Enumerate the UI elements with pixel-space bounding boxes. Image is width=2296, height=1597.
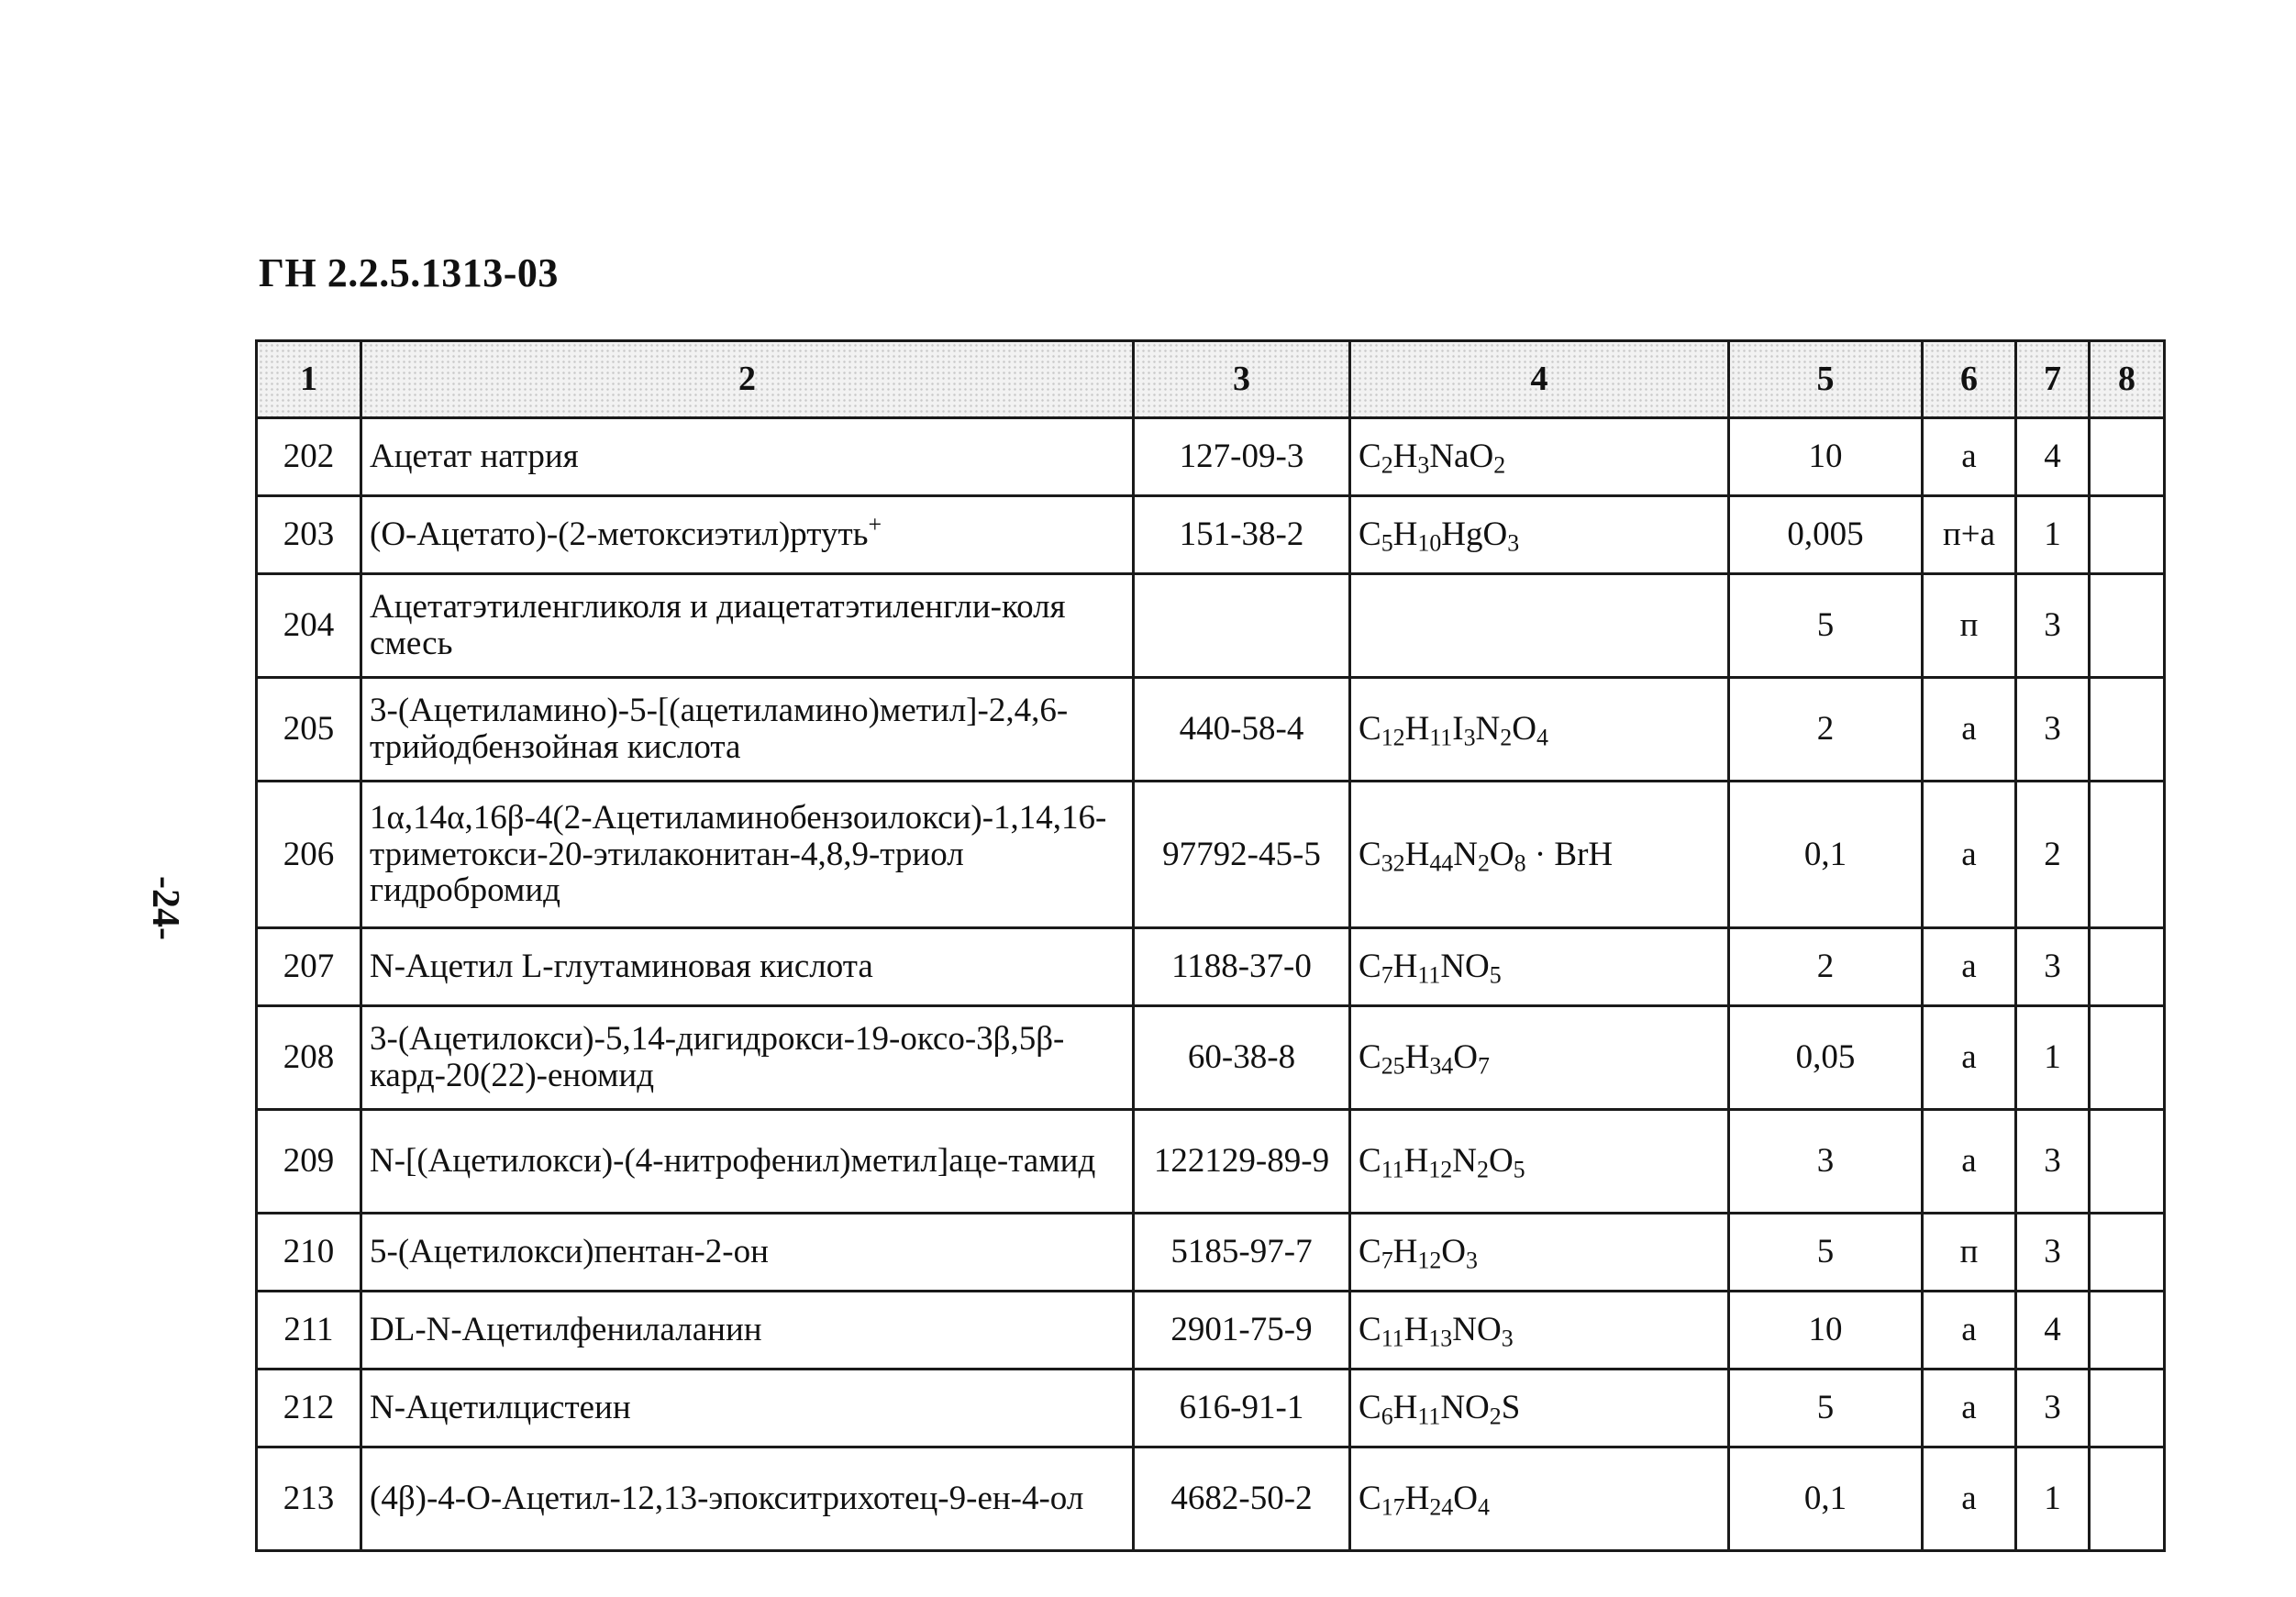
hazard-class: 1	[2016, 1447, 2090, 1551]
formula-part: N	[1453, 835, 1478, 873]
formula-subscript: 4	[1536, 724, 1548, 751]
limit-value: 10	[1729, 1292, 1923, 1370]
limit-value: 0,1	[1729, 782, 1923, 928]
limit-value: 0,005	[1729, 496, 1923, 574]
formula-subscript: 8	[1514, 848, 1526, 876]
hazard-class: 3	[2016, 574, 2090, 678]
formula-subscript: 12	[1417, 1247, 1442, 1274]
chemical-formula	[1350, 678, 1729, 782]
page-number: -24-	[144, 876, 186, 940]
formula-part: N	[1475, 710, 1501, 749]
formula-part: C	[1359, 1311, 1381, 1349]
formula-part: C	[1359, 948, 1381, 986]
formula-part: O	[1488, 1142, 1514, 1181]
table-row	[257, 1214, 2165, 1292]
table-row	[257, 782, 2165, 928]
note-cell	[2090, 1214, 2165, 1292]
formula-subscript: 5	[1513, 1156, 1525, 1183]
formula-subscript: 10	[1417, 529, 1442, 557]
formula-subscript: 11	[1417, 961, 1441, 989]
formula-part: N	[1452, 1142, 1477, 1181]
column-header: 4	[1350, 341, 1729, 418]
aggregate-state: а	[1923, 1370, 2016, 1447]
formula-subscript: 6	[1381, 1403, 1393, 1430]
hazard-class: 3	[2016, 1110, 2090, 1214]
note-cell	[2090, 1447, 2165, 1551]
formula-subscript: 4	[1477, 1493, 1490, 1521]
row-number: 212	[257, 1370, 361, 1447]
formula-subscript: 2	[1500, 724, 1513, 751]
substance-name	[361, 574, 1134, 678]
aggregate-state: п	[1923, 574, 2016, 678]
formula-subscript: 2	[1381, 451, 1393, 479]
chemical-formula	[1350, 1370, 1729, 1447]
cas-number	[1134, 574, 1350, 678]
substance-name-text: 5-(Ацетилокси)пентан-2-он	[370, 1233, 769, 1271]
formula-part: H	[1392, 1389, 1418, 1427]
row-number: 208	[257, 1006, 361, 1110]
note-cell	[2090, 1006, 2165, 1110]
hazard-class: 3	[2016, 678, 2090, 782]
aggregate-state: п	[1923, 1214, 2016, 1292]
row-number: 213	[257, 1447, 361, 1551]
formula-subscript: 11	[1429, 724, 1453, 751]
cas-number: 151-38-2	[1134, 496, 1350, 574]
formula-part: O	[1512, 710, 1536, 749]
name-superscript: +	[868, 510, 882, 538]
formula-part: NO	[1452, 1311, 1502, 1349]
formula-subscript: 3	[1466, 1247, 1478, 1274]
formula-subscript: 34	[1429, 1052, 1454, 1080]
aggregate-state: а	[1923, 1110, 2016, 1214]
formula-subscript: 5	[1489, 961, 1502, 989]
substance-name	[361, 928, 1134, 1006]
note-cell	[2090, 1110, 2165, 1214]
cas-number: 2901-75-9	[1134, 1292, 1350, 1370]
hazard-class: 3	[2016, 1214, 2090, 1292]
column-header: 6	[1923, 341, 2016, 418]
cas-number: 97792-45-5	[1134, 782, 1350, 928]
substance-name	[361, 1292, 1134, 1370]
chemical-formula	[1350, 928, 1729, 1006]
table-row	[257, 1110, 2165, 1214]
formula-part: C	[1359, 1142, 1381, 1181]
formula-subscript: 12	[1381, 724, 1405, 751]
row-number: 204	[257, 574, 361, 678]
chemical-formula	[1350, 1292, 1729, 1370]
note-cell	[2090, 574, 2165, 678]
substance-name	[361, 1370, 1134, 1447]
formula-subscript: 12	[1428, 1156, 1453, 1183]
formula-part: NO	[1440, 948, 1490, 986]
limit-value: 2	[1729, 928, 1923, 1006]
aggregate-state: а	[1923, 1292, 2016, 1370]
formula-subscript: 3	[1501, 1325, 1514, 1352]
hazard-class: 1	[2016, 1006, 2090, 1110]
formula-part: O	[1453, 1480, 1478, 1518]
note-cell	[2090, 928, 2165, 1006]
formula-subscript: 3	[1463, 724, 1476, 751]
formula-subscript: 17	[1381, 1493, 1405, 1521]
row-number: 207	[257, 928, 361, 1006]
note-cell	[2090, 1370, 2165, 1447]
table-header-row	[257, 341, 2165, 418]
substance-name-text: (4β)-4-O-Ацетил-12,13-эпокситрихотец-9-ен-4-ол	[370, 1480, 1084, 1518]
note-cell	[2090, 678, 2165, 782]
hazard-class: 3	[2016, 1370, 2090, 1447]
table-row	[257, 1292, 2165, 1370]
limit-value: 0,05	[1729, 1006, 1923, 1110]
aggregate-state: а	[1923, 928, 2016, 1006]
limit-value: 2	[1729, 678, 1923, 782]
formula-part: O	[1489, 835, 1514, 873]
formula-subscript: 7	[1477, 1052, 1490, 1080]
row-number: 210	[257, 1214, 361, 1292]
formula-part: NaO	[1429, 438, 1494, 476]
formula-subscript: 13	[1428, 1325, 1453, 1352]
formula-subscript: 44	[1429, 848, 1454, 876]
formula-part: H	[1403, 1311, 1429, 1349]
formula-part: C	[1359, 1233, 1381, 1271]
formula-subscript: 2	[1477, 848, 1490, 876]
formula-part: C	[1359, 516, 1381, 554]
substance-name-text: N-[(Ацетилокси)-(4-нитрофенил)метил]аце-тамид	[370, 1142, 1096, 1181]
chemical-formula	[1350, 782, 1729, 928]
formula-part: H	[1392, 948, 1418, 986]
substance-name	[361, 678, 1134, 782]
hazard-class: 4	[2016, 418, 2090, 496]
row-number: 205	[257, 678, 361, 782]
formula-part: H	[1392, 1233, 1418, 1271]
note-cell	[2090, 1292, 2165, 1370]
substance-name-text: N-Ацетилцистеин	[370, 1389, 631, 1427]
table-row	[257, 574, 2165, 678]
formula-subscript: 3	[1417, 451, 1430, 479]
formula-part: C	[1359, 710, 1381, 749]
substance-name	[361, 1447, 1134, 1551]
note-cell	[2090, 418, 2165, 496]
formula-part: C	[1359, 835, 1381, 873]
substance-name	[361, 418, 1134, 496]
formula-part: H	[1404, 1480, 1430, 1518]
formula-subscript: 11	[1417, 1403, 1441, 1430]
hazard-class: 2	[2016, 782, 2090, 928]
row-number: 203	[257, 496, 361, 574]
note-cell	[2090, 782, 2165, 928]
column-header: 8	[2090, 341, 2165, 418]
formula-part: NO	[1440, 1389, 1490, 1427]
cas-number: 1188-37-0	[1134, 928, 1350, 1006]
substance-name-text: Ацетатэтиленгликоля и диацетатэтиленгли-коля смесь	[370, 588, 1066, 662]
cas-number: 440-58-4	[1134, 678, 1350, 782]
hazard-class: 4	[2016, 1292, 2090, 1370]
formula-part: I	[1452, 710, 1464, 749]
formula-subscript: 11	[1381, 1156, 1404, 1183]
formula-subscript: 25	[1381, 1052, 1405, 1080]
chemical-formula	[1350, 418, 1729, 496]
limit-value: 5	[1729, 574, 1923, 678]
formula-subscript: 2	[1489, 1403, 1502, 1430]
limit-value: 10	[1729, 418, 1923, 496]
formula-subscript: 5	[1381, 529, 1393, 557]
formula-part: H	[1392, 438, 1418, 476]
formula-subscript: 2	[1476, 1156, 1489, 1183]
limit-value: 5	[1729, 1214, 1923, 1292]
formula-part: O	[1441, 1233, 1466, 1271]
limit-value: 3	[1729, 1110, 1923, 1214]
formula-part: H	[1392, 516, 1418, 554]
formula-part: O	[1453, 1038, 1478, 1077]
cas-number: 4682-50-2	[1134, 1447, 1350, 1551]
column-header: 1	[257, 341, 361, 418]
formula-part: C	[1359, 1038, 1381, 1077]
substance-name-text: Ацетат натрия	[370, 438, 579, 476]
substance-name-text: DL-N-Ацетилфенилаланин	[370, 1311, 762, 1349]
cas-number: 616-91-1	[1134, 1370, 1350, 1447]
limit-value: 0,1	[1729, 1447, 1923, 1551]
formula-part: · BrH	[1525, 835, 1614, 873]
table-row	[257, 928, 2165, 1006]
formula-part: HgO	[1441, 516, 1508, 554]
chemical-formula	[1350, 1447, 1729, 1551]
note-cell	[2090, 496, 2165, 574]
substance-name	[361, 1214, 1134, 1292]
column-header: 5	[1729, 341, 1923, 418]
table-row	[257, 678, 2165, 782]
formula-subscript: 7	[1381, 1247, 1393, 1274]
substances-table	[255, 339, 2166, 1552]
aggregate-state: п+а	[1923, 496, 2016, 574]
column-header: 2	[361, 341, 1134, 418]
aggregate-state: а	[1923, 782, 2016, 928]
column-header: 7	[2016, 341, 2090, 418]
substance-name	[361, 1110, 1134, 1214]
row-number: 211	[257, 1292, 361, 1370]
document-code: ГН 2.2.5.1313-03	[259, 250, 559, 295]
aggregate-state: а	[1923, 1006, 2016, 1110]
formula-part: C	[1359, 438, 1381, 476]
cas-number: 122129-89-9	[1134, 1110, 1350, 1214]
chemical-formula	[1350, 496, 1729, 574]
chemical-formula	[1350, 1214, 1729, 1292]
substance-name-text: 3-(Ацетилокси)-5,14-дигидрокси-19-оксо-3β,5β-кард-20(22)-еномид	[370, 1020, 1065, 1094]
substance-name	[361, 496, 1134, 574]
chemical-formula	[1350, 1006, 1729, 1110]
formula-subscript: 3	[1507, 529, 1520, 557]
cas-number: 5185-97-7	[1134, 1214, 1350, 1292]
limit-value: 5	[1729, 1370, 1923, 1447]
substance-name-text: 1α,14α,16β-4(2-Ацетиламинобензоилокси)-1,14,16-триметокси-20-этилаконитан-4,8,9-триол гидробромид	[370, 798, 1107, 910]
aggregate-state: а	[1923, 1447, 2016, 1551]
formula-subscript: 32	[1381, 848, 1405, 876]
substance-name	[361, 782, 1134, 928]
formula-part: H	[1404, 710, 1430, 749]
row-number: 209	[257, 1110, 361, 1214]
table-row	[257, 418, 2165, 496]
hazard-class: 1	[2016, 496, 2090, 574]
table-row	[257, 496, 2165, 574]
chemical-formula	[1350, 1110, 1729, 1214]
cas-number: 127-09-3	[1134, 418, 1350, 496]
formula-part: C	[1359, 1389, 1381, 1427]
substance-name-text: (O-Ацетато)-(2-метоксиэтил)ртуть	[370, 516, 869, 554]
table-row	[257, 1006, 2165, 1110]
formula-part: H	[1403, 1142, 1429, 1181]
formula-part: S	[1501, 1389, 1521, 1427]
formula-subscript: 7	[1381, 961, 1393, 989]
table-row	[257, 1447, 2165, 1551]
row-number: 206	[257, 782, 361, 928]
aggregate-state: а	[1923, 678, 2016, 782]
column-header: 3	[1134, 341, 1350, 418]
substance-name-text: N-Ацетил L-глутаминовая кислота	[370, 948, 873, 986]
row-number: 202	[257, 418, 361, 496]
hazard-class: 3	[2016, 928, 2090, 1006]
formula-subscript: 11	[1381, 1325, 1404, 1352]
substance-name	[361, 1006, 1134, 1110]
formula-part: H	[1404, 835, 1430, 873]
formula-part: H	[1404, 1038, 1430, 1077]
table-row	[257, 1370, 2165, 1447]
formula-part: C	[1359, 1480, 1381, 1518]
cas-number: 60-38-8	[1134, 1006, 1350, 1110]
formula-subscript: 2	[1493, 451, 1506, 479]
aggregate-state: а	[1923, 418, 2016, 496]
chemical-formula	[1350, 574, 1729, 678]
substance-name-text: 3-(Ацетиламино)-5-[(ацетиламино)метил]-2,4,6-трийодбензойная кислота	[370, 692, 1069, 766]
formula-subscript: 24	[1429, 1493, 1454, 1521]
